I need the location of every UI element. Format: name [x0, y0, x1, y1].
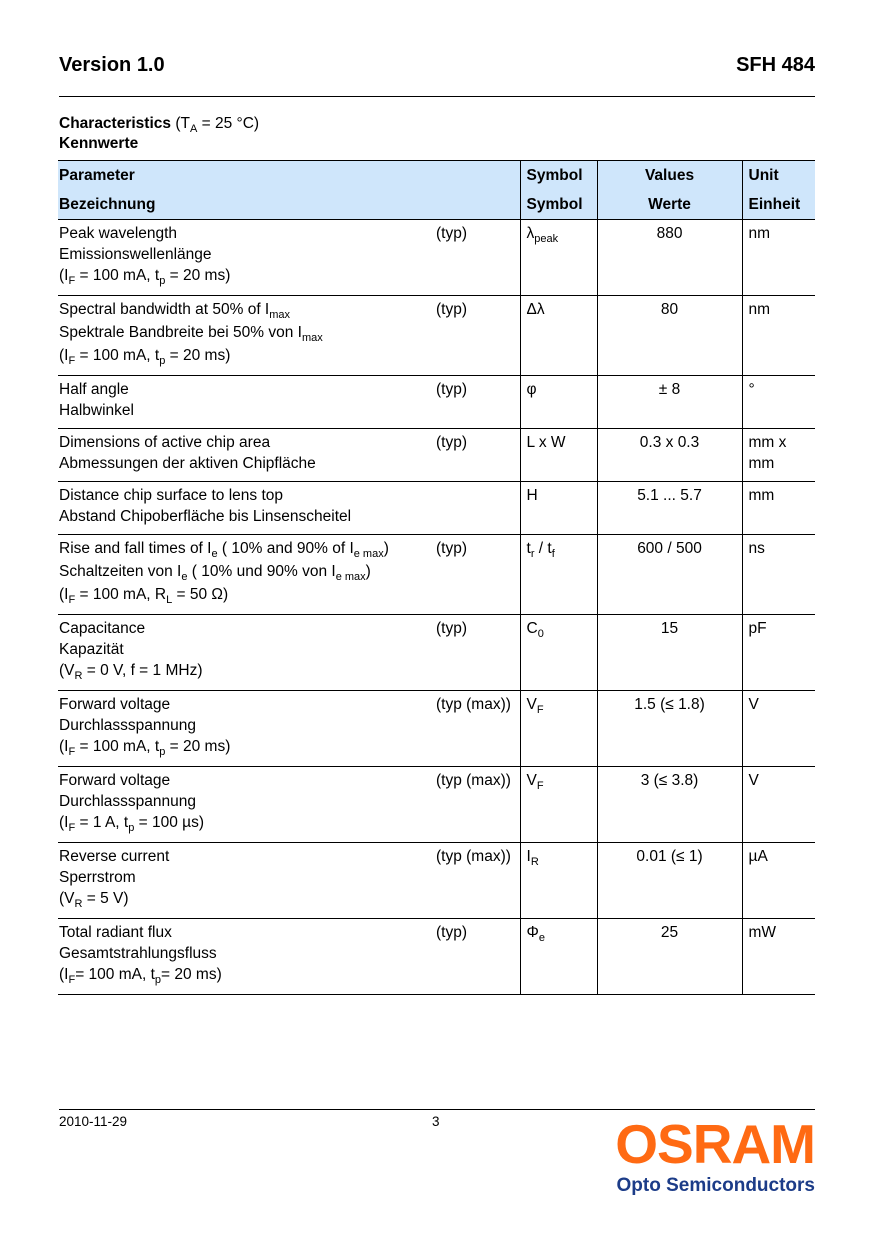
unit-cell: ° [742, 376, 815, 429]
table-row [58, 296, 815, 376]
logo-wordmark: OSRAM [615, 1113, 815, 1175]
parameter-cell: Capacitance Kapazität ($V_R = 0$ V, f = 1 MHz) [59, 620, 203, 682]
page-number: 3 [432, 1114, 440, 1129]
parameter-cell: Reverse current Sperrstrom ($V_R = 5$ V) [59, 848, 170, 910]
qualifier-cell: (typ) [436, 924, 467, 941]
table-row [58, 482, 815, 535]
value-cell: 3 (≤ 3.8) [597, 767, 742, 843]
qualifier-cell: (typ) [436, 381, 467, 398]
section-subtitle: Kennwerte [59, 135, 139, 152]
value-cell: 1.5 (≤ 1.8) [597, 691, 742, 767]
table-row [58, 429, 815, 482]
symbol-cell: $V_F$ [520, 691, 597, 767]
symbol-cell: $C_0$ [520, 615, 597, 691]
parameter-cell: Total radiant flux Gesamtstrahlungsfluss ($I_F= 100$ mA, $t_p= 20$ ms) [59, 924, 222, 986]
header-parameter: Parameter Bezeichnung [59, 167, 156, 213]
value-cell: 15 [597, 615, 742, 691]
qualifier-cell: (typ (max)) [436, 848, 511, 865]
unit-cell: pF [742, 615, 815, 691]
section-title: Characteristics ($T_A = 25$ °C) [59, 115, 260, 135]
symbol-cell: H [520, 482, 597, 535]
qualifier-cell: (typ (max)) [436, 772, 511, 789]
value-cell: 25 [597, 919, 742, 995]
table-row [58, 691, 815, 767]
symbol-cell: $I_R$ [520, 843, 597, 919]
unit-cell: nm [742, 220, 815, 296]
unit-cell: nm [742, 296, 815, 376]
parameter-cell: Dimensions of active chip area Abmessungen der aktiven Chipfläche [59, 434, 316, 472]
parameter-cell: Forward voltage Durchlassspannung ($I_F = 1$ A, $t_p = 100$ µs) [59, 772, 205, 834]
qualifier-cell: (typ) [436, 301, 467, 318]
document-date: 2010-11-29 [59, 1114, 128, 1129]
value-cell: 880 [597, 220, 742, 296]
symbol-cell: $V_F$ [520, 767, 597, 843]
value-cell: 0.3 x 0.3 [597, 429, 742, 482]
logo-tagline: Opto Semiconductors [616, 1175, 815, 1196]
document-version: Version 1.0 [59, 54, 165, 76]
value-cell: 600 / 500 [597, 535, 742, 615]
table-row [58, 615, 815, 691]
page-header [59, 54, 815, 97]
symbol-cell: $t_r / t_f$ [520, 535, 597, 615]
qualifier-cell: (typ) [436, 434, 467, 451]
symbol-cell: $\Phi_e$ [520, 919, 597, 995]
parameter-cell: Forward voltage Durchlassspannung ($I_F = 100$ mA, $t_p = 20$ ms) [59, 696, 231, 758]
table-row [58, 220, 815, 296]
parameter-cell: Half angle Halbwinkel [59, 381, 134, 419]
table-row [58, 376, 815, 429]
symbol-cell: $\lambda_{peak}$ [520, 220, 597, 296]
unit-cell: ns [742, 535, 815, 615]
table-header-row [58, 161, 815, 220]
parameter-cell: Distance chip surface to lens top Abstand Chipoberfläche bis Linsenscheitel [59, 487, 352, 525]
parameter-cell: Peak wavelength Emissionswellenlänge ($I_F = 100$ mA, $t_p = 20$ ms) [59, 225, 231, 287]
qualifier-cell: (typ) [436, 540, 467, 557]
value-cell: ± 8 [597, 376, 742, 429]
qualifier-cell: (typ) [436, 620, 467, 637]
table-row [58, 843, 815, 919]
unit-cell: V [742, 691, 815, 767]
header-unit: Unit Einheit [742, 161, 815, 220]
header-symbol: Symbol Symbol [520, 161, 597, 220]
value-cell: 80 [597, 296, 742, 376]
parameter-cell: Spectral bandwidth at 50% of $I_{max}$ Spektrale Bandbreite bei 50% von $I_{max}$ ($I_F = 100$ mA, $t_p = 20$ ms) [59, 301, 323, 367]
qualifier-cell: (typ) [436, 225, 467, 242]
osram-logo [585, 1115, 815, 1197]
value-cell: 5.1 ... 5.7 [597, 482, 742, 535]
symbol-cell: Δλ [520, 296, 597, 376]
unit-cell: mW [742, 919, 815, 995]
unit-cell: µA [742, 843, 815, 919]
qualifier-cell: (typ (max)) [436, 696, 511, 713]
table-row [58, 535, 815, 615]
unit-cell: V [742, 767, 815, 843]
symbol-cell: L x W [520, 429, 597, 482]
value-cell: 0.01 (≤ 1) [597, 843, 742, 919]
characteristics-table [58, 160, 815, 995]
header-values: Values Werte [597, 161, 742, 220]
symbol-cell: φ [520, 376, 597, 429]
qualifier-cell [436, 482, 520, 535]
table-row [58, 919, 815, 995]
table-row [58, 767, 815, 843]
part-number: SFH 484 [736, 54, 815, 76]
page-footer [59, 1109, 815, 1196]
unit-cell: mm [742, 482, 815, 535]
unit-cell: mm x mm [742, 429, 815, 482]
parameter-cell: Rise and fall times of $I_e$ ( 10% and 90% of $I_{e max}$) Schaltzeiten von $I_e$ ( 10% und 90% von $I_{e max}$) ($I_F = 100$ mA, $R_L = 50$ Ω) [59, 540, 389, 606]
